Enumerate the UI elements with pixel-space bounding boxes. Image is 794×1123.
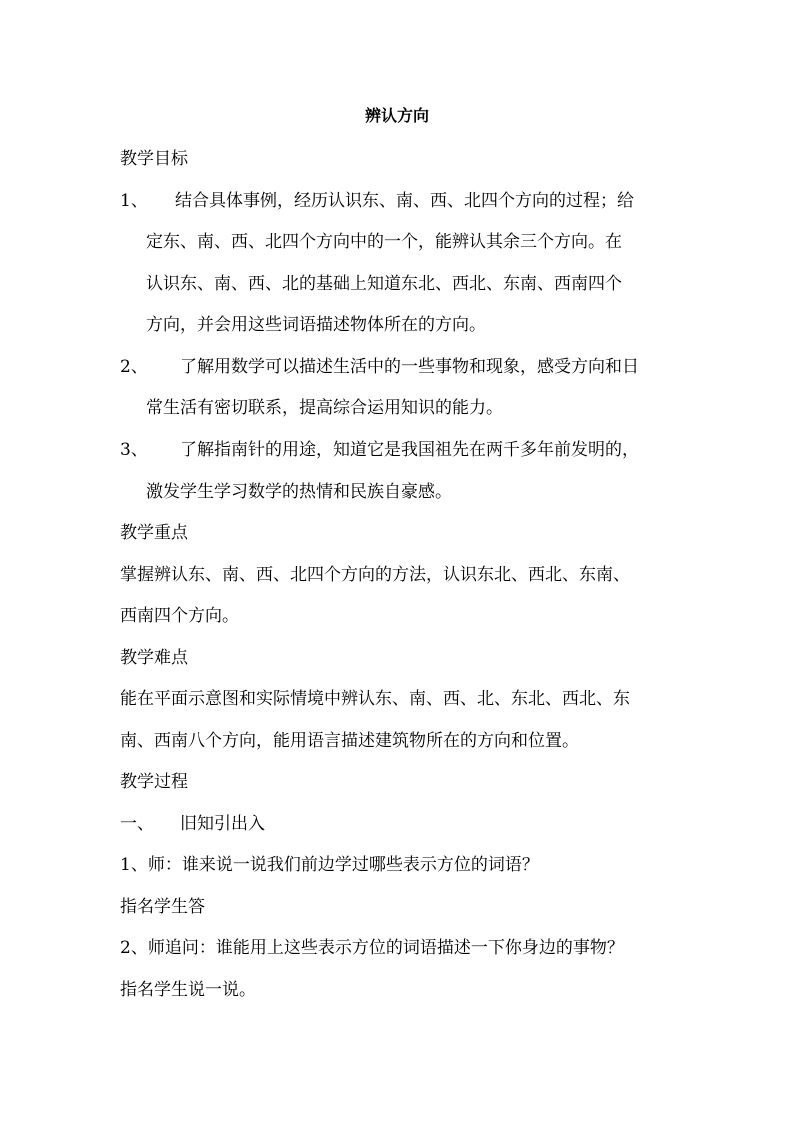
difficulty-line-1: 能在平面示意图和实际情境中辨认东、南、西、北、东北、西北、东	[120, 689, 630, 709]
objective-3-text-1: 了解指南针的用途，知道它是我国祖先在两千多年前发明的，	[180, 440, 639, 460]
process-line-2: 指名学生答	[120, 897, 205, 917]
objective-1-line-1	[120, 189, 680, 213]
process-part-number: 一、	[120, 814, 154, 834]
objectives-heading: 教学目标	[120, 149, 188, 169]
objective-2-text-1: 了解用数学可以描述生活中的一些事物和现象，感受方向和日	[180, 357, 639, 377]
objective-3-number: 3、	[120, 440, 148, 460]
page-title: 辨认方向	[364, 106, 429, 125]
process-line-4: 指名学生说一说。	[120, 980, 256, 1000]
objective-2-line-1	[120, 355, 680, 379]
objective-1-line-3: 认识东、南、西、北的基础上知道东北、西北、东南、西南四个	[146, 274, 622, 294]
process-line-3: 2、师追问：谁能用上这些表示方位的词语描述一下你身边的事物？	[120, 938, 624, 958]
process-line-1: 1、师：谁来说一说我们前边学过哪些表示方位的词语？	[120, 855, 539, 875]
objective-3-line-1	[120, 438, 680, 462]
objective-2-line-2: 常生活有密切联系，提高综合运用知识的能力。	[146, 398, 503, 418]
key-line-1: 掌握辨认东、南、西、北四个方向的方法，认识东北、西北、东南、	[120, 565, 630, 585]
process-part-title: 旧知引出入	[180, 814, 265, 834]
objective-3-line-2: 激发学生学习数学的热情和民族自豪感。	[146, 482, 452, 502]
objective-1-line-2: 定东、南、西、北四个方向中的一个，能辨认其余三个方向。在	[146, 232, 622, 252]
difficulty-line-2: 南、西南八个方向，能用语言描述建筑物所在的方向和位置。	[120, 731, 579, 751]
objective-2-number: 2、	[120, 357, 148, 377]
key-line-2: 西南四个方向。	[120, 606, 239, 626]
objective-1-text-1: 结合具体事例，经历认识东、南、西、北四个方向的过程；给	[175, 191, 634, 211]
objective-1-number: 1、	[120, 191, 148, 211]
difficulty-heading: 教学难点	[120, 648, 188, 668]
key-heading: 教学重点	[120, 523, 188, 543]
process-heading: 教学过程	[120, 772, 188, 792]
objective-1-line-4: 方向，并会用这些词语描述物体所在的方向。	[146, 315, 486, 335]
process-part-heading	[120, 812, 680, 836]
